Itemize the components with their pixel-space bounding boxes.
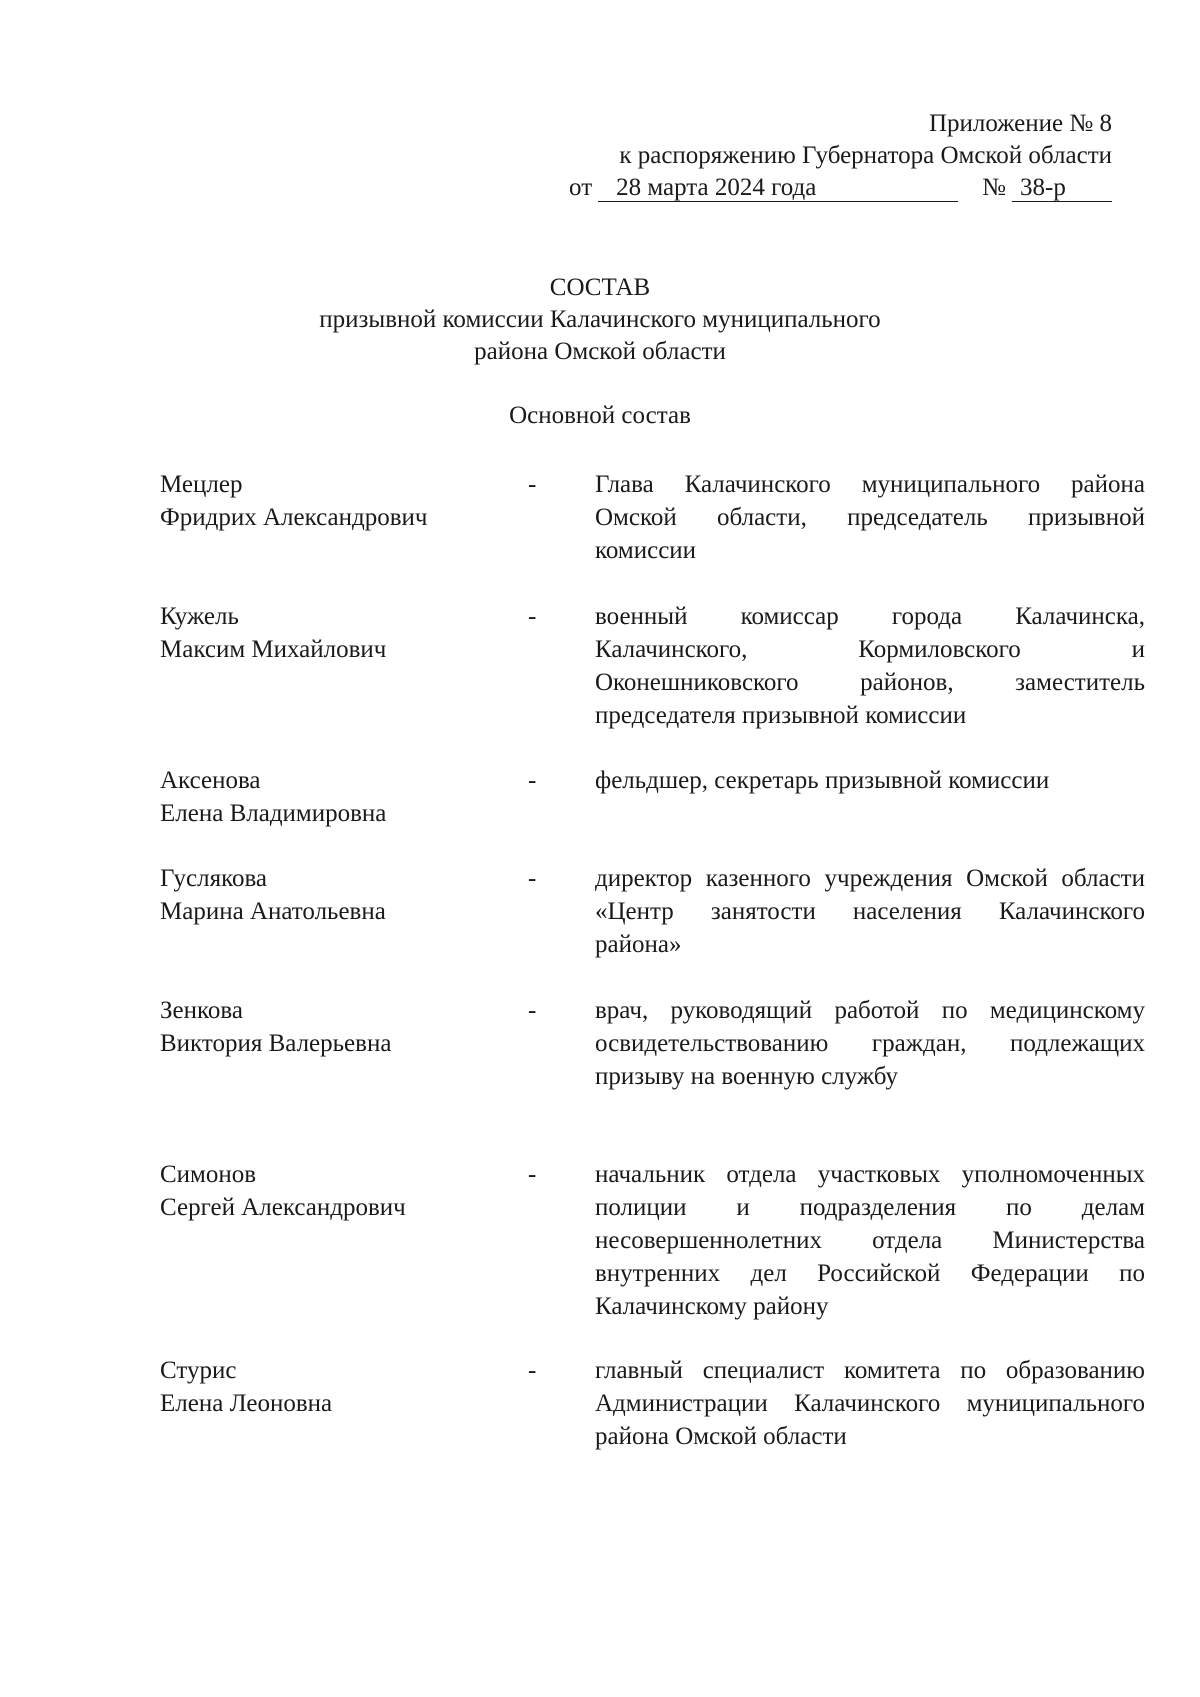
member-entry [160, 1158, 1145, 1323]
member-given-name: Елена Леоновна [160, 1390, 333, 1417]
member-name [160, 994, 520, 1093]
member-entry [160, 764, 1145, 830]
member-entry [160, 600, 1145, 732]
document-title [0, 272, 1200, 368]
title-heading: СОСТАВ [549, 274, 651, 301]
member-role: фельдшер, секретарь призывной комиссии [595, 767, 1050, 794]
member-given-name: Елена Владимировна [160, 800, 387, 827]
member-given-name: Сергей Александрович [160, 1194, 406, 1221]
member-entry [160, 468, 1145, 567]
appendix-number: Приложение № 8 [928, 110, 1112, 137]
member-name [160, 1354, 520, 1453]
member-surname: Симонов [160, 1161, 257, 1188]
member-role: врач, руководящий работой по медицинскому освидетельствованию граждан, подлежащих призыву на военную службу [595, 997, 1145, 1090]
member-entry [160, 994, 1145, 1093]
member-entry [160, 862, 1145, 961]
member-given-name: Максим Михайлович [160, 636, 387, 663]
member-entry [160, 1354, 1145, 1453]
appendix-header [552, 108, 1112, 204]
date-prefix: от [569, 174, 593, 201]
dash-separator: - [528, 997, 537, 1024]
member-given-name: Марина Анатольевна [160, 898, 386, 925]
member-name [160, 600, 520, 732]
member-role: Глава Калачинского муниципального района Омской области, председатель призывной комиссии [595, 471, 1145, 564]
member-name [160, 764, 520, 830]
dash-separator: - [528, 1161, 537, 1188]
dash-separator: - [528, 471, 537, 498]
title-subtitle-1: призывной комиссии Калачинского муниципального [319, 306, 881, 333]
order-number: 38-р [1012, 175, 1112, 202]
dash-separator: - [528, 865, 537, 892]
number-label: № [982, 174, 1006, 201]
member-surname: Гуслякова [160, 865, 268, 892]
member-name [160, 862, 520, 961]
member-surname: Зенкова [160, 997, 243, 1024]
section-title: Основной состав [509, 402, 691, 429]
member-role: начальник отдела участковых уполномоченных полиции и подразделения по делам несовершеннолетних отдела Министерства внутренних дел Российской Федерации по Калачинскому району [595, 1161, 1145, 1320]
dash-separator: - [528, 603, 537, 630]
order-date: 28 марта 2024 года [598, 175, 958, 202]
member-role: директор казенного учреждения Омской области «Центр занятости населения Калачинского района» [595, 865, 1145, 958]
member-surname: Аксенова [160, 767, 261, 794]
member-given-name: Фридрих Александрович [160, 504, 428, 531]
title-subtitle-2: района Омской области [474, 338, 726, 365]
member-surname: Стурис [160, 1357, 237, 1384]
member-role: военный комиссар города Калачинска, Калачинского, Кормиловского и Оконешниковского районов, заместитель председателя призывной комиссии [595, 603, 1145, 729]
dash-separator: - [528, 767, 537, 794]
member-surname: Кужель [160, 603, 239, 630]
member-role: главный специалист комитета по образованию Администрации Калачинского муниципального района Омской области [595, 1357, 1145, 1450]
dash-separator: - [528, 1357, 537, 1384]
member-surname: Мецлер [160, 471, 243, 498]
member-name [160, 1158, 520, 1323]
order-date-line [552, 172, 1112, 204]
member-name [160, 468, 520, 567]
member-given-name: Виктория Валерьевна [160, 1030, 392, 1057]
appendix-reference: к распоряжению Губернатора Омской области [619, 142, 1112, 169]
